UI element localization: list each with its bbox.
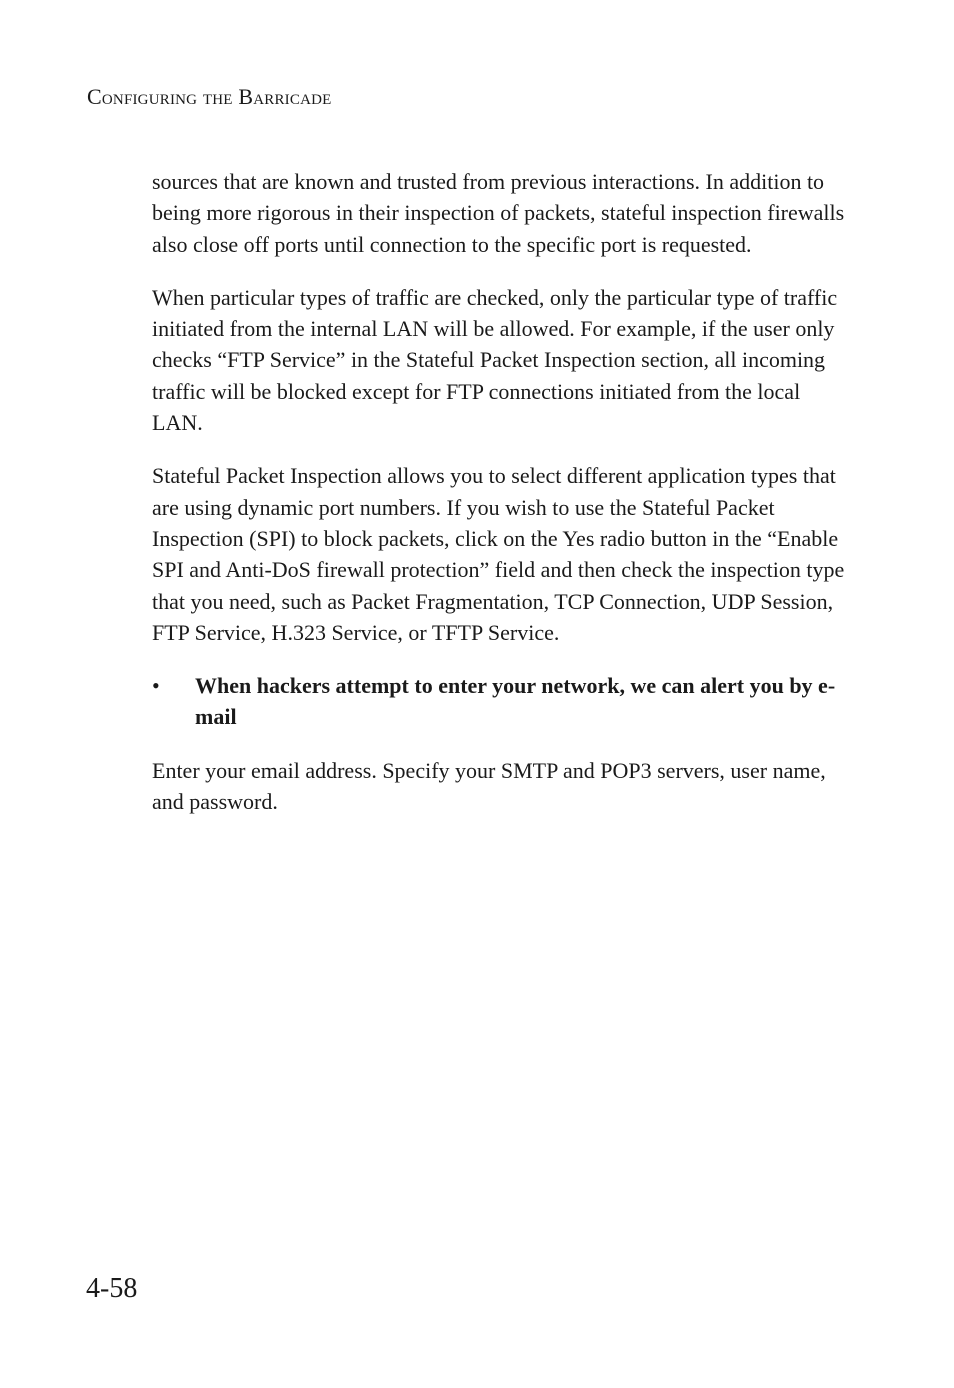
bullet-icon: • (152, 673, 160, 699)
paragraph-traffic-types: When particular types of traffic are checked, only the particular type of traffic initiated from the internal LAN will be allowed. For example, if the user only checks “FTP Service” in the Stateful Packet Inspection section, all incoming traffic will be blocked except for FTP connections initiated from the local LAN. (152, 284, 838, 436)
paragraph-stateful-intro: sources that are known and trusted from previous interactions. In addition to being more rigorous in their inspection of packets, stateful inspection firewalls also close off ports until connection to the specific port is requested. (152, 169, 845, 257)
page-number: 4-58 (86, 1273, 138, 1304)
running-header: Configuring the Barricade (87, 84, 332, 109)
bullet-item-email-alert (152, 670, 852, 733)
paragraph-spi-usage: Stateful Packet Inspection allows you to select different application types that are using dynamic port numbers. If you wish to use the Stateful Packet Inspection (SPI) to block packets, click on the Yes radio button in the “Enable SPI and Anti-DoS firewall protection” field and then check the inspection type that you need, such as Packet Fragmentation, TCP Connection, UDP Session, FTP Service, H.323 Service, or TFTP Service. (152, 463, 845, 645)
paragraph-email-instructions: Enter your email address. Specify your SMTP and POP3 servers, user name, and password. (152, 757, 826, 815)
bullet-heading: When hackers attempt to enter your network, we can alert you by e-mail (195, 673, 836, 730)
page-body (152, 166, 852, 839)
